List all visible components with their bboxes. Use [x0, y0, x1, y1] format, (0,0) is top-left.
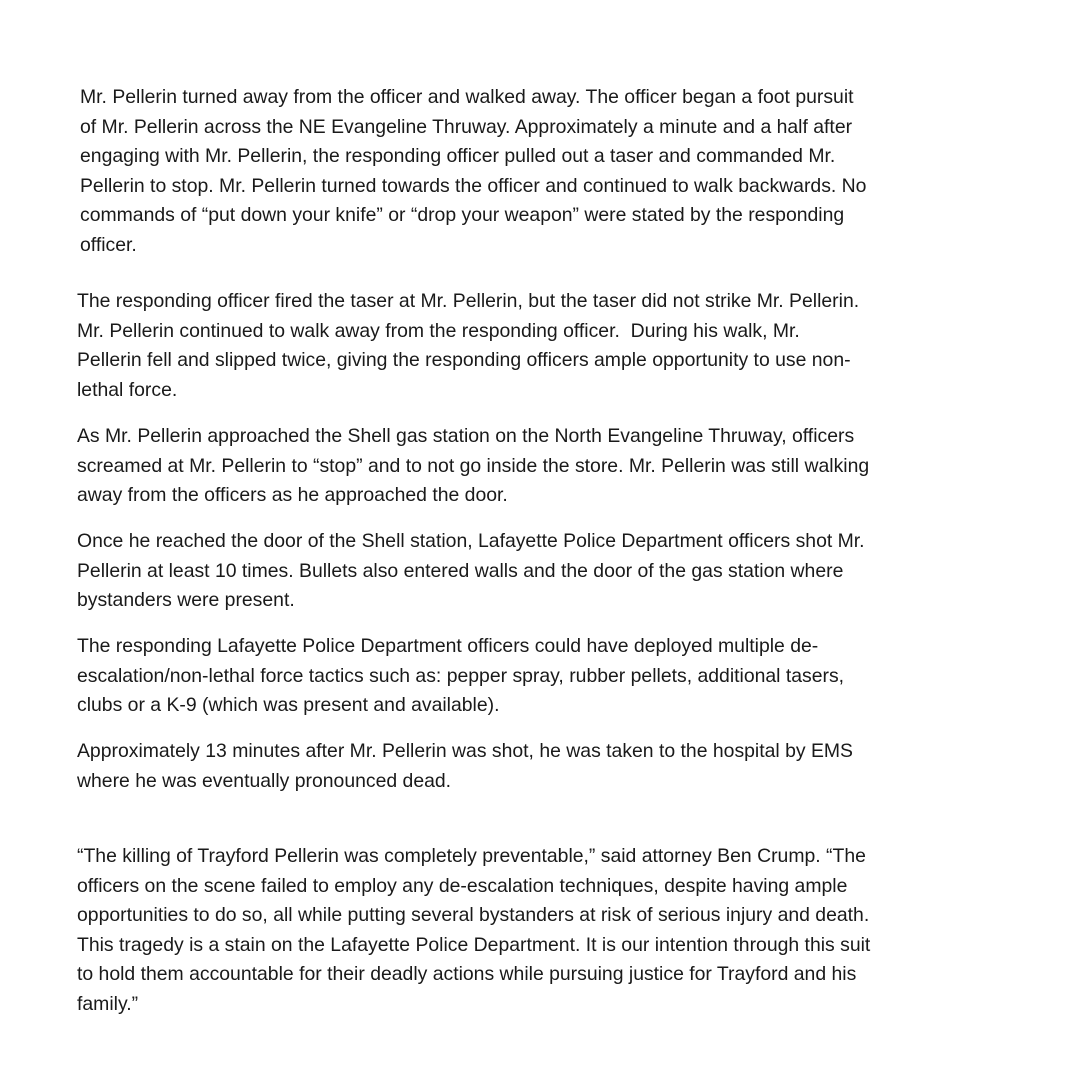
text-line: Mr. Pellerin continued to walk away from the responding officer. During his walk, Mr.	[77, 319, 800, 342]
text-line: Approximately 13 minutes after Mr. Pellerin was shot, he was taken to the hospital by EMS	[77, 740, 853, 762]
text-line: “The killing of Trayford Pellerin was completely preventable,” said attorney Ben Crump. “The	[77, 845, 866, 867]
paragraph-attorney-quote	[77, 842, 870, 1019]
paragraph-taser-fired	[77, 287, 859, 405]
text-line: Pellerin fell and slipped twice, giving the responding officers ample opportunity to use non-	[77, 349, 851, 371]
text-line: of Mr. Pellerin across the NE Evangeline Thruway. Approximately a minute and a half after	[80, 115, 853, 138]
text-line: clubs or a K-9 (which was present and available).	[77, 694, 500, 716]
text-line: to hold them accountable for their deadly actions while pursuing justice for Trayford and his	[77, 963, 857, 985]
text-line: away from the officers as he approached the door.	[77, 484, 508, 506]
paragraph-hospital	[77, 737, 853, 796]
text-line: screamed at Mr. Pellerin to “stop” and to not go inside the store. Mr. Pellerin was still walking	[77, 454, 870, 477]
text-line: engaging with Mr. Pellerin, the responding officer pulled out a taser and commanded Mr.	[80, 145, 836, 167]
text-line: commands of “put down your knife” or “drop your weapon” were stated by the responding	[80, 204, 845, 226]
text-line: where he was eventually pronounced dead.	[77, 769, 452, 792]
text-line: Pellerin to stop. Mr. Pellerin turned towards the officer and continued to walk backwards. No	[80, 174, 867, 197]
text-line: opportunities to do so, all while putting several bystanders at risk of serious injury and death.	[77, 904, 870, 926]
paragraph-gas-station-approach	[77, 422, 869, 511]
text-line: This tragedy is a stain on the Lafayette Police Department. It is our intention through this suit	[77, 933, 871, 956]
text-line: family.”	[77, 992, 139, 1015]
text-line: officer.	[80, 233, 137, 256]
text-line: Mr. Pellerin turned away from the officer and walked away. The officer began a foot pursuit	[80, 86, 854, 108]
text-line: Once he reached the door of the Shell station, Lafayette Police Department officers shot Mr.	[77, 530, 865, 552]
text-line: Pellerin at least 10 times. Bullets also entered walls and the door of the gas station where	[77, 559, 844, 582]
text-line: lethal force.	[77, 378, 178, 401]
text-line: As Mr. Pellerin approached the Shell gas station on the North Evangeline Thruway, officers	[77, 425, 855, 447]
text-line: The responding Lafayette Police Department officers could have deployed multiple de-	[77, 635, 819, 657]
paragraph-de-escalation-tactics	[77, 632, 844, 721]
text-line: officers on the scene failed to employ any de-escalation techniques, despite having ample	[77, 874, 848, 897]
text-line: escalation/non-lethal force tactics such as: pepper spray, rubber pellets, additional tasers,	[77, 664, 845, 687]
text-line: The responding officer fired the taser at Mr. Pellerin, but the taser did not strike Mr. Pellerin.	[77, 290, 860, 312]
text-line: bystanders were present.	[77, 589, 295, 611]
paragraph-foot-pursuit	[80, 83, 866, 260]
paragraph-shooting	[77, 527, 865, 616]
